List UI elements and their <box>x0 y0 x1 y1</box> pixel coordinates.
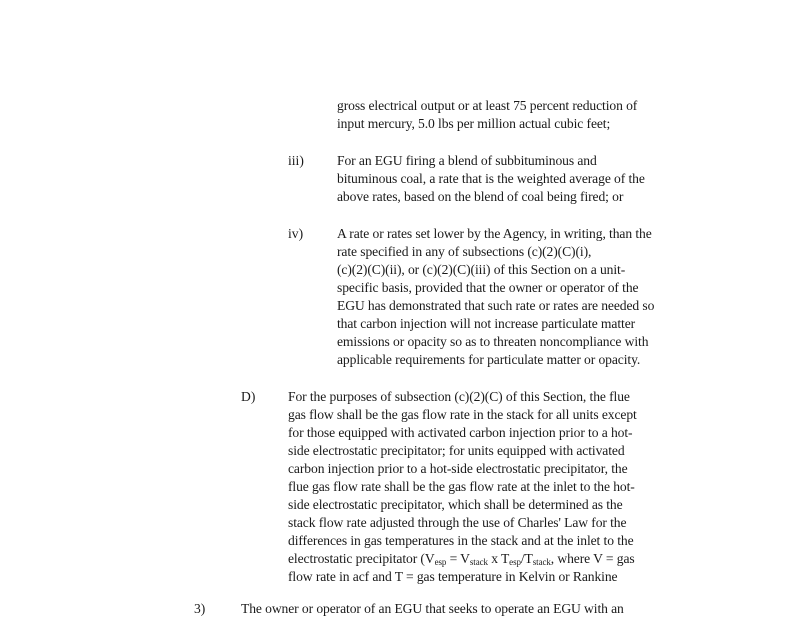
text-line: input mercury, 5.0 lbs per million actual cubic feet; <box>337 116 611 131</box>
text-line: that carbon injection will not increase particulate matter <box>337 316 636 331</box>
text-line: (c)(2)(C)(ii), or (c)(2)(C)(iii) of this Section on a unit- <box>337 262 626 277</box>
text-line: For an EGU firing a blend of subbituminous and <box>337 153 597 168</box>
formula-subscript: stack <box>532 557 551 567</box>
text-line: flue gas flow rate shall be the gas flow rate at the inlet to the hot- <box>288 479 635 494</box>
item-iii-paragraph <box>337 152 645 206</box>
text-line: specific basis, provided that the owner or operator of the <box>337 280 639 295</box>
formula-equals: = V <box>446 551 470 566</box>
text-line: differences in gas temperatures in the stack and at the inlet to the <box>288 533 634 548</box>
text-line: rate specified in any of subsections (c)(2)(C)(i), <box>337 244 592 259</box>
text-line: flow rate in acf and T = gas temperature in Kelvin or Rankine <box>288 569 618 584</box>
text-line: The owner or operator of an EGU that seeks to operate an EGU with an <box>241 601 624 616</box>
text-line: carbon injection prior to a hot-side electrostatic precipitator, the <box>288 461 628 476</box>
formula-divide: /T <box>520 551 533 566</box>
text-line: above rates, based on the blend of coal being fired; or <box>337 189 624 204</box>
continuation-paragraph <box>337 97 637 133</box>
text-line: side electrostatic precipitator, which shall be determined as the <box>288 497 623 512</box>
formula-suffix: , where V = gas <box>550 551 635 566</box>
text-line: gross electrical output or at least 75 percent reduction of <box>337 98 638 113</box>
text-line: for those equipped with activated carbon injection prior to a hot- <box>288 425 633 440</box>
text-line: applicable requirements for particulate matter or opacity. <box>337 352 641 367</box>
text-line: gas flow shall be the gas flow rate in the stack for all units except <box>288 407 637 422</box>
formula-subscript: stack <box>469 557 488 567</box>
item-iv-label: iv) <box>288 226 304 241</box>
item-d-label: D) <box>241 389 256 404</box>
text-line: emissions or opacity so as to threaten noncompliance with <box>337 334 649 349</box>
formula-subscript: esp <box>434 557 447 567</box>
item-d-paragraph <box>288 388 637 586</box>
item-iv-paragraph <box>337 225 654 369</box>
text-line: bituminous coal, a rate that is the weighted average of the <box>337 171 645 186</box>
item-3-paragraph <box>241 600 624 618</box>
text-line: For the purposes of subsection (c)(2)(C) of this Section, the flue <box>288 389 630 404</box>
item-3-label: 3) <box>194 601 206 616</box>
text-line: stack flow rate adjusted through the use of Charles' Law for the <box>288 515 627 530</box>
text-line: EGU has demonstrated that such rate or rates are needed so <box>337 298 655 313</box>
formula-subscript: esp <box>509 557 521 567</box>
text-line: A rate or rates set lower by the Agency, in writing, than the <box>337 226 652 241</box>
formula-times: x T <box>487 551 510 566</box>
item-iii-label: iii) <box>288 153 304 168</box>
text-line: side electrostatic precipitator; for units equipped with activated <box>288 443 625 458</box>
formula-line <box>288 550 637 568</box>
formula-prefix: electrostatic precipitator (V <box>288 551 435 566</box>
